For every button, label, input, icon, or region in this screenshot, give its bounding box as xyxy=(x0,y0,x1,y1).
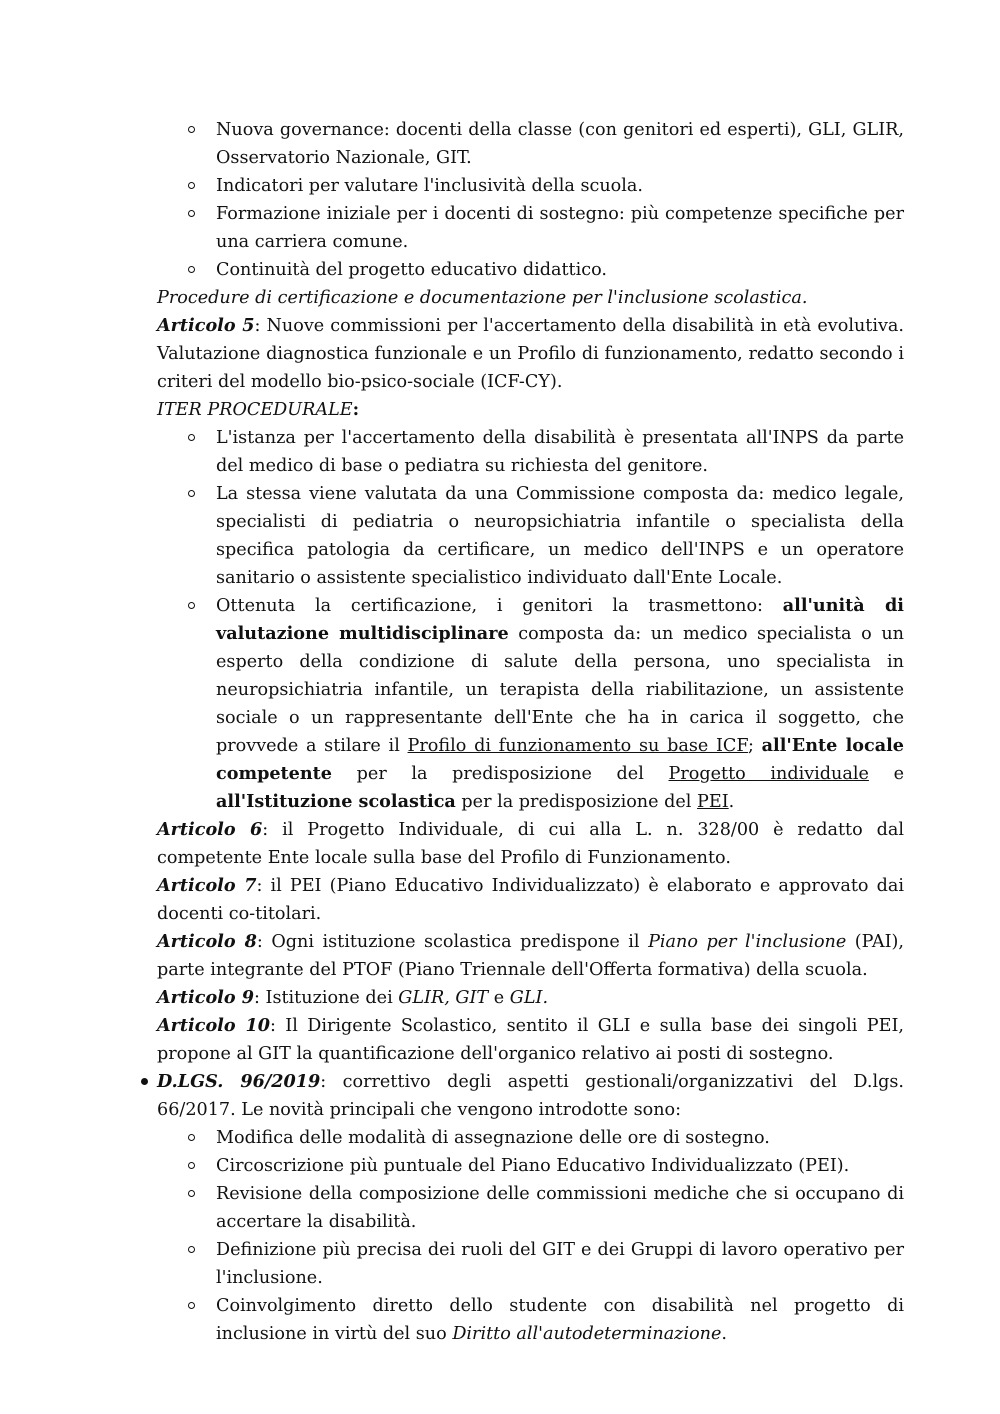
article-5-text: : Nuove commissioni per l'accertamento della disabilità in età evolutiva. Valutazione diagnostica funzionale e un Profilo di funzionamento, redatto secondo i criteri del modello bio-psico-sociale (ICF-CY). xyxy=(157,316,904,392)
article-8-label: Articolo 8 xyxy=(157,931,257,952)
iter-list xyxy=(0,424,1000,816)
dlgs-96-2019-bullet xyxy=(157,1068,904,1124)
italic-run: GLI. xyxy=(509,988,549,1008)
list-item xyxy=(216,592,904,816)
novita-list xyxy=(0,1124,1000,1348)
article-6 xyxy=(157,816,904,872)
underlined-run: Profilo di funzionamento su base ICF xyxy=(407,736,748,756)
italic-run: GLIR, GIT xyxy=(398,988,489,1008)
text-run: : Ogni istituzione scolastica predispone il xyxy=(256,932,649,952)
list-item: Indicatori per valutare l'inclusività della scuola. xyxy=(216,172,904,200)
article-10-label: Articolo 10 xyxy=(157,1015,270,1036)
iter-colon: : xyxy=(352,399,360,420)
document-page xyxy=(0,116,1000,1348)
text-run: Coinvolgimento diretto dello studente con disabilità nel progetto di inclusione in virtù del suo xyxy=(216,1296,904,1344)
list-item: Nuova governance: docenti della classe (con genitori ed esperti), GLI, GLIR, Osservatorio Nazionale, GIT. xyxy=(216,116,904,172)
article-9-label: Articolo 9 xyxy=(157,987,254,1008)
article-8 xyxy=(157,928,904,984)
text-run: : Istituzione dei xyxy=(253,988,399,1008)
article-6-label: Articolo 6 xyxy=(157,819,263,840)
text-run: per la predisposizione del xyxy=(332,764,669,784)
dlgs-label: D.LGS. 96/2019 xyxy=(157,1071,321,1092)
text-run: . xyxy=(728,792,735,812)
list-item: Continuità del progetto educativo didattico. xyxy=(216,256,904,284)
article-5-label: Articolo 5 xyxy=(157,315,255,336)
article-10-text: : Il Dirigente Scolastico, sentito il GLI e sulla base dei singoli PEI, propone al GIT la quantificazione dell'organico relativo ai posti di sostegno. xyxy=(157,1016,904,1064)
article-6-text: : il Progetto Individuale, di cui alla L. n. 328/00 è redatto dal competente Ente locale sulla base del Profilo di Funzionamento. xyxy=(157,820,904,868)
italic-run: Diritto all'autodeterminazione xyxy=(452,1324,722,1344)
iter-label: ITER PROCEDURALE xyxy=(157,400,353,420)
bold-run: all'unità di valutazione multidisciplinare xyxy=(216,595,904,644)
italic-run: Piano per l'inclusione xyxy=(648,932,847,952)
text-run: e xyxy=(488,988,510,1008)
iter-heading xyxy=(157,396,904,424)
underlined-run: Progetto individuale xyxy=(668,764,869,784)
list-item: Modifica delle modalità di assegnazione delle ore di sostegno. xyxy=(216,1124,904,1152)
article-7 xyxy=(157,872,904,928)
procedure-heading: Procedure di certificazione e documentazione per l'inclusione scolastica. xyxy=(157,288,808,308)
bold-run: all'Ente locale competente xyxy=(216,735,904,784)
article-7-text: : il PEI (Piano Educativo Individualizzato) è elaborato e approvato dai docenti co-titolari. xyxy=(157,876,904,924)
underlined-run: PEI xyxy=(697,792,729,812)
list-item: Circoscrizione più puntuale del Piano Educativo Individualizzato (PEI). xyxy=(216,1152,904,1180)
text-run: e xyxy=(868,764,904,784)
article-7-label: Articolo 7 xyxy=(157,875,257,896)
article-9 xyxy=(157,984,904,1012)
dlgs-text: : correttivo degli aspetti gestionali/organizzativi del D.lgs. 66/2017. Le novità principali che vengono introdotte sono: xyxy=(157,1072,904,1120)
governance-list xyxy=(0,116,1000,284)
text-run: per la predisposizione del xyxy=(455,792,698,812)
article-5 xyxy=(157,312,904,396)
text-run: (PAI), parte integrante del PTOF (Piano Triennale dell'Offerta formativa) della scuola. xyxy=(157,932,904,980)
text-run: ; xyxy=(747,736,762,756)
list-item: Formazione iniziale per i docenti di sostegno: più competenze specifiche per una carriera comune. xyxy=(216,200,904,256)
list-item: L'istanza per l'accertamento della disabilità è presentata all'INPS da parte del medico di base o pediatra su richiesta del genitore. xyxy=(216,424,904,480)
list-item: Definizione più precisa dei ruoli del GIT e dei Gruppi di lavoro operativo per l'inclusione. xyxy=(216,1236,904,1292)
text-run: Ottenuta la certificazione, i genitori la trasmettono: xyxy=(216,596,783,616)
article-10 xyxy=(157,1012,904,1068)
text-run: composta da: un medico specialista o un esperto della condizione di salute della persona, uno specialista in neuropsichiatria infantile, un terapista della riabilitazione, un assistente sociale o un rappresentante dell'Ente che ha in carica il soggetto, che provvede a stilare il xyxy=(216,624,905,756)
list-item: Revisione della composizione delle commissioni mediche che si occupano di accertare la disabilità. xyxy=(216,1180,904,1236)
bold-run: all'Istituzione scolastica xyxy=(216,791,456,812)
text-run: . xyxy=(721,1324,728,1344)
list-item xyxy=(216,1292,904,1348)
list-item: La stessa viene valutata da una Commissione composta da: medico legale, specialisti di pediatria o neuropsichiatria infantile o specialista della specifica patologia da certificare, un medico dell'INPS e un operatore sanitario o assistente specialistico individuato dall'Ente Locale. xyxy=(216,480,904,592)
